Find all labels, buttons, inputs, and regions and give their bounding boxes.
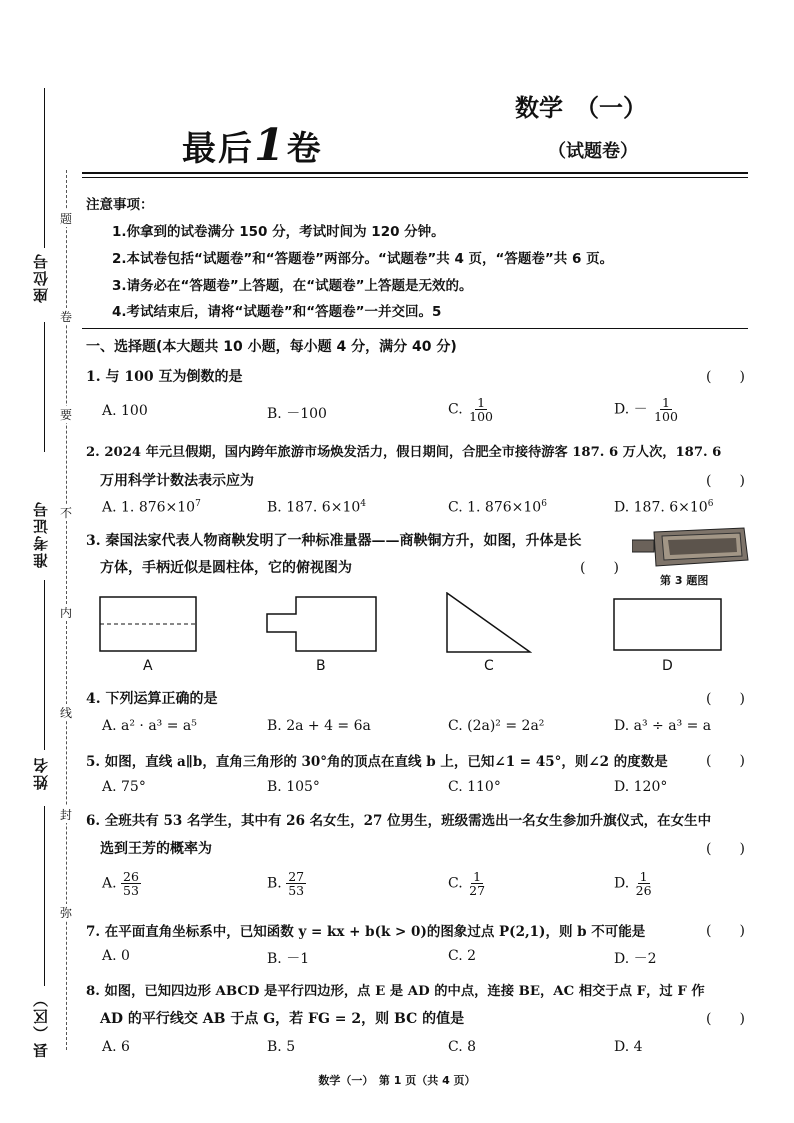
notice-rule bbox=[82, 328, 748, 329]
seal-char: 封 bbox=[60, 808, 73, 822]
numerator: 26 bbox=[123, 869, 139, 884]
numerator: 27 bbox=[288, 869, 305, 884]
q3-label-b: B bbox=[316, 658, 326, 674]
q4-option-a: A. a² · a³ = a⁵ bbox=[102, 718, 197, 734]
exponent: 4 bbox=[360, 499, 366, 509]
denominator: 100 bbox=[469, 409, 493, 424]
question-6-stem: 6. 全班共有 53 名学生，其中有 26 名女生，27 位男生，班级需选出一名女生参加升旗仪式，在女生中 bbox=[86, 813, 712, 829]
option-text: A. 1. 876×10 bbox=[102, 499, 196, 516]
numerator: 1 bbox=[662, 395, 670, 410]
seal-char: 题 bbox=[60, 212, 73, 226]
question-2-stem-cont: 万用科学计数法表示应为 bbox=[100, 473, 254, 489]
q5-option-a: A. 75° bbox=[102, 779, 146, 795]
question-3-stem-cont: 方体，手柄近似是圆柱体，它的俯视图为 bbox=[100, 560, 352, 576]
seal-char: 不 bbox=[60, 506, 73, 520]
q8-option-c: C. 8 bbox=[448, 1039, 477, 1055]
q7-option-a: A. 0 bbox=[102, 948, 130, 964]
question-3-stem: 3. 秦国法家代表人物商鞅发明了一种标准量器——商鞅铜方升，如图，升体是长 bbox=[86, 533, 582, 549]
q3-figure-caption: 第 3 题图 bbox=[660, 574, 709, 587]
exam-no-label: 准考证号 bbox=[32, 500, 50, 568]
exponent: 6 bbox=[707, 499, 714, 509]
q1-option-d bbox=[614, 396, 680, 423]
q8-option-d: D. 4 bbox=[614, 1039, 643, 1055]
option-letter: B. bbox=[267, 875, 282, 892]
header-rule-2 bbox=[82, 177, 748, 178]
answer-paren: ( ) bbox=[706, 473, 745, 489]
q3-label-c: C bbox=[484, 658, 494, 674]
question-4-stem: 4. 下列运算正确的是 bbox=[86, 691, 218, 707]
question-7-stem: 7. 在平面直角坐标系中，已知函数 y = kx + b(k > 0)的图象过点 P(2,1)，则 b 不可能是 bbox=[86, 924, 646, 940]
answer-paren: ( ) bbox=[706, 369, 745, 385]
answer-paren: ( ) bbox=[706, 691, 745, 707]
fraction bbox=[652, 396, 680, 423]
option-letter: D. bbox=[614, 875, 630, 892]
q2-option-c bbox=[448, 499, 547, 516]
fraction bbox=[634, 870, 654, 897]
fraction bbox=[467, 870, 487, 897]
paper-type: （试题卷） bbox=[548, 141, 638, 162]
notice-item: 1.你拿到的试卷满分 150 分，考试时间为 120 分钟。 bbox=[112, 224, 445, 240]
q3-bronze-vessel-photo bbox=[632, 526, 750, 570]
seal-char: 内 bbox=[60, 606, 73, 620]
option-letter: A. bbox=[102, 875, 117, 892]
q3-option-a-figure bbox=[99, 596, 197, 652]
q3-option-d-figure bbox=[613, 598, 723, 652]
option-text: C. 1. 876×10 bbox=[448, 499, 542, 516]
seat-label: 座位号 bbox=[32, 252, 50, 303]
denominator: 53 bbox=[288, 883, 305, 898]
page-footer: 数学（一） 第 1 页（共 4 页） bbox=[318, 1074, 476, 1087]
q6-option-c bbox=[448, 870, 487, 897]
option-text: D. 187. 6×10 bbox=[614, 499, 708, 516]
subject-title: 数学 （一） bbox=[515, 94, 647, 122]
county-label: 县（区） bbox=[32, 990, 50, 1058]
q5-option-d: D. 120° bbox=[614, 779, 668, 795]
answer-paren: ( ) bbox=[706, 841, 745, 857]
exam-title bbox=[182, 120, 323, 171]
seal-char: 线 bbox=[60, 706, 73, 720]
denominator: 26 bbox=[635, 883, 652, 898]
margin-line-3 bbox=[44, 580, 45, 750]
option-text: B. 187. 6×10 bbox=[267, 499, 361, 516]
q1-option-c bbox=[448, 396, 495, 423]
option-letter: C. bbox=[448, 875, 463, 892]
margin-line-1 bbox=[44, 88, 45, 248]
notice-item: 3.请务必在“答题卷”上答题，在“试题卷”上答题是无效的。 bbox=[112, 278, 473, 294]
exponent: 6 bbox=[541, 499, 547, 509]
fraction bbox=[286, 870, 306, 897]
fraction bbox=[467, 396, 495, 423]
q7-option-c: C. 2 bbox=[448, 948, 477, 964]
q6-option-d bbox=[614, 870, 654, 897]
numerator: 1 bbox=[639, 869, 648, 884]
q3-option-c-figure bbox=[446, 592, 532, 654]
margin-line-4 bbox=[44, 806, 45, 986]
q3-option-b-figure bbox=[266, 596, 378, 652]
q4-option-b: B. 2a + 4 = 6a bbox=[267, 718, 371, 734]
numerator: 1 bbox=[477, 395, 486, 410]
q4-option-d: D. a³ ÷ a³ = a bbox=[614, 718, 712, 734]
question-5-stem: 5. 如图，直线 a∥b，直角三角形的 30°角的顶点在直线 b 上，已知∠1 = 45°，则∠2 的度数是 bbox=[86, 754, 668, 770]
q4-option-c: C. (2a)² = 2a² bbox=[448, 718, 545, 734]
margin-line-2 bbox=[44, 322, 45, 452]
q8-option-a: A. 6 bbox=[102, 1039, 130, 1055]
question-1-stem: 1. 与 100 互为倒数的是 bbox=[86, 369, 243, 385]
option-letter: D. － bbox=[614, 401, 648, 418]
denominator: 100 bbox=[654, 409, 678, 424]
q3-label-a: A bbox=[143, 658, 153, 674]
title-prefix: 最后 bbox=[182, 129, 254, 169]
question-8-stem-cont: AD 的平行线交 AB 于点 G，若 FG = 2，则 BC 的值是 bbox=[100, 1011, 465, 1027]
question-6-stem-cont: 选到王芳的概率为 bbox=[100, 841, 212, 857]
q2-option-b bbox=[267, 499, 366, 516]
q7-option-d: D. －2 bbox=[614, 951, 657, 967]
answer-paren: ( ) bbox=[706, 1011, 745, 1027]
question-8-stem: 8. 如图，已知四边形 ABCD 是平行四边形，点 E 是 AD 的中点，连接 BE，AC 相交于点 F，过 F 作 bbox=[86, 984, 705, 999]
q7-option-b: B. －1 bbox=[267, 951, 310, 967]
q8-option-b: B. 5 bbox=[267, 1039, 296, 1055]
question-2-stem: 2. 2024 年元旦假期，国内跨年旅游市场焕发活力，假日期间，合肥全市接待游客 187. 6 万人次，187. 6 bbox=[86, 445, 722, 460]
q6-option-a bbox=[102, 870, 141, 897]
answer-paren: ( ) bbox=[706, 753, 745, 769]
q6-option-b bbox=[267, 870, 306, 897]
q3-label-d: D bbox=[662, 658, 673, 674]
notice-item: 2.本试卷包括“试题卷”和“答题卷”两部分。“试题卷”共 4 页，“答题卷”共 6 页。 bbox=[112, 251, 614, 267]
section-heading: 一、选择题(本大题共 10 小题，每小题 4 分，满分 40 分) bbox=[86, 339, 457, 355]
fraction bbox=[121, 870, 141, 897]
q1-option-a: A. 100 bbox=[102, 403, 148, 419]
seal-char: 卷 bbox=[60, 310, 73, 324]
q2-option-a bbox=[102, 499, 201, 516]
option-letter: C. bbox=[448, 401, 463, 418]
numerator: 1 bbox=[473, 869, 482, 884]
header-rule-1 bbox=[82, 172, 748, 174]
name-label: 姓名 bbox=[32, 756, 50, 790]
exponent: 7 bbox=[195, 499, 201, 509]
q1-option-b: B. －100 bbox=[267, 406, 327, 422]
q5-option-b: B. 105° bbox=[267, 779, 320, 795]
answer-paren: ( ) bbox=[580, 560, 619, 576]
q2-option-d bbox=[614, 499, 713, 516]
title-number: 1 bbox=[254, 120, 287, 171]
denominator: 53 bbox=[123, 883, 139, 898]
seal-char: 弥 bbox=[60, 906, 73, 920]
notice-heading: 注意事项： bbox=[86, 197, 154, 213]
q5-option-c: C. 110° bbox=[448, 779, 501, 795]
answer-paren: ( ) bbox=[706, 923, 745, 939]
denominator: 27 bbox=[469, 883, 486, 898]
seal-char: 要 bbox=[60, 408, 73, 422]
notice-item: 4.考试结束后，请将“试题卷”和“答题卷”一并交回。5 bbox=[112, 304, 442, 320]
title-suffix: 卷 bbox=[286, 129, 323, 169]
